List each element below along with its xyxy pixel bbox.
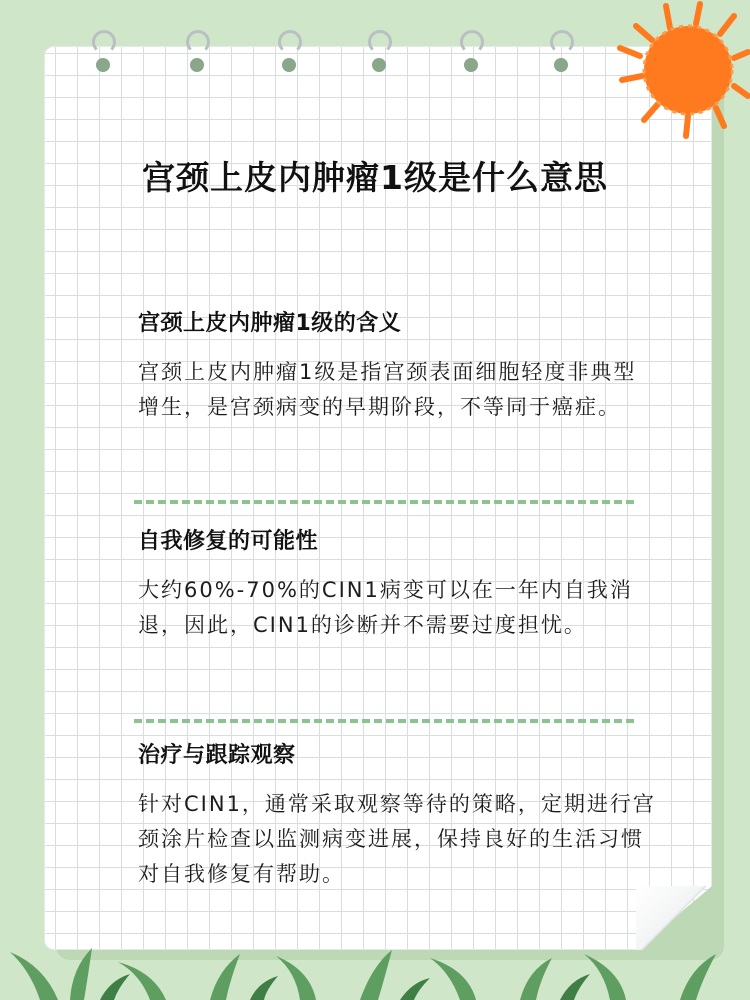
dashed-divider [134, 500, 634, 504]
spiral-ring-icon [278, 30, 302, 54]
section-heading: 治疗与跟踪观察 [138, 743, 296, 768]
sun-icon [596, 0, 750, 140]
grass-leaves-icon [0, 940, 750, 1000]
spiral-ring-icon [92, 30, 116, 54]
section-body: 针对CIN1，通常采取观察等待的策略，定期进行宫颈涂片检查以监测病变进展，保持良好的生活习惯对自我修复有帮助。 [138, 792, 656, 886]
ring-hole [372, 58, 386, 72]
section-body: 宫颈上皮内肿瘤1级是指宫颈表面细胞轻度非典型增生，是宫颈病变的早期阶段，不等同于癌症。 [138, 360, 637, 419]
section-heading: 自我修复的可能性 [138, 529, 319, 554]
ring-hole [190, 58, 204, 72]
spiral-ring-icon [368, 30, 392, 54]
section-body: 大约60%-70%的CIN1病变可以在一年内自我消退，因此，CIN1的诊断并不需要过度担忧。 [138, 578, 633, 637]
ring-hole [464, 58, 478, 72]
ring-hole [554, 58, 568, 72]
ring-hole [96, 58, 110, 72]
section-heading: 宫颈上皮内肿瘤1级的含义 [138, 311, 402, 336]
spiral-ring-icon [460, 30, 484, 54]
spiral-ring-icon [550, 30, 574, 54]
section-self-repair [138, 524, 658, 643]
page-title: 宫颈上皮内肿瘤1级是什么意思 [142, 158, 608, 197]
section-treatment [138, 738, 658, 892]
section-meaning [138, 306, 658, 425]
dashed-divider [134, 719, 634, 723]
ring-hole [282, 58, 296, 72]
spiral-ring-icon [186, 30, 210, 54]
